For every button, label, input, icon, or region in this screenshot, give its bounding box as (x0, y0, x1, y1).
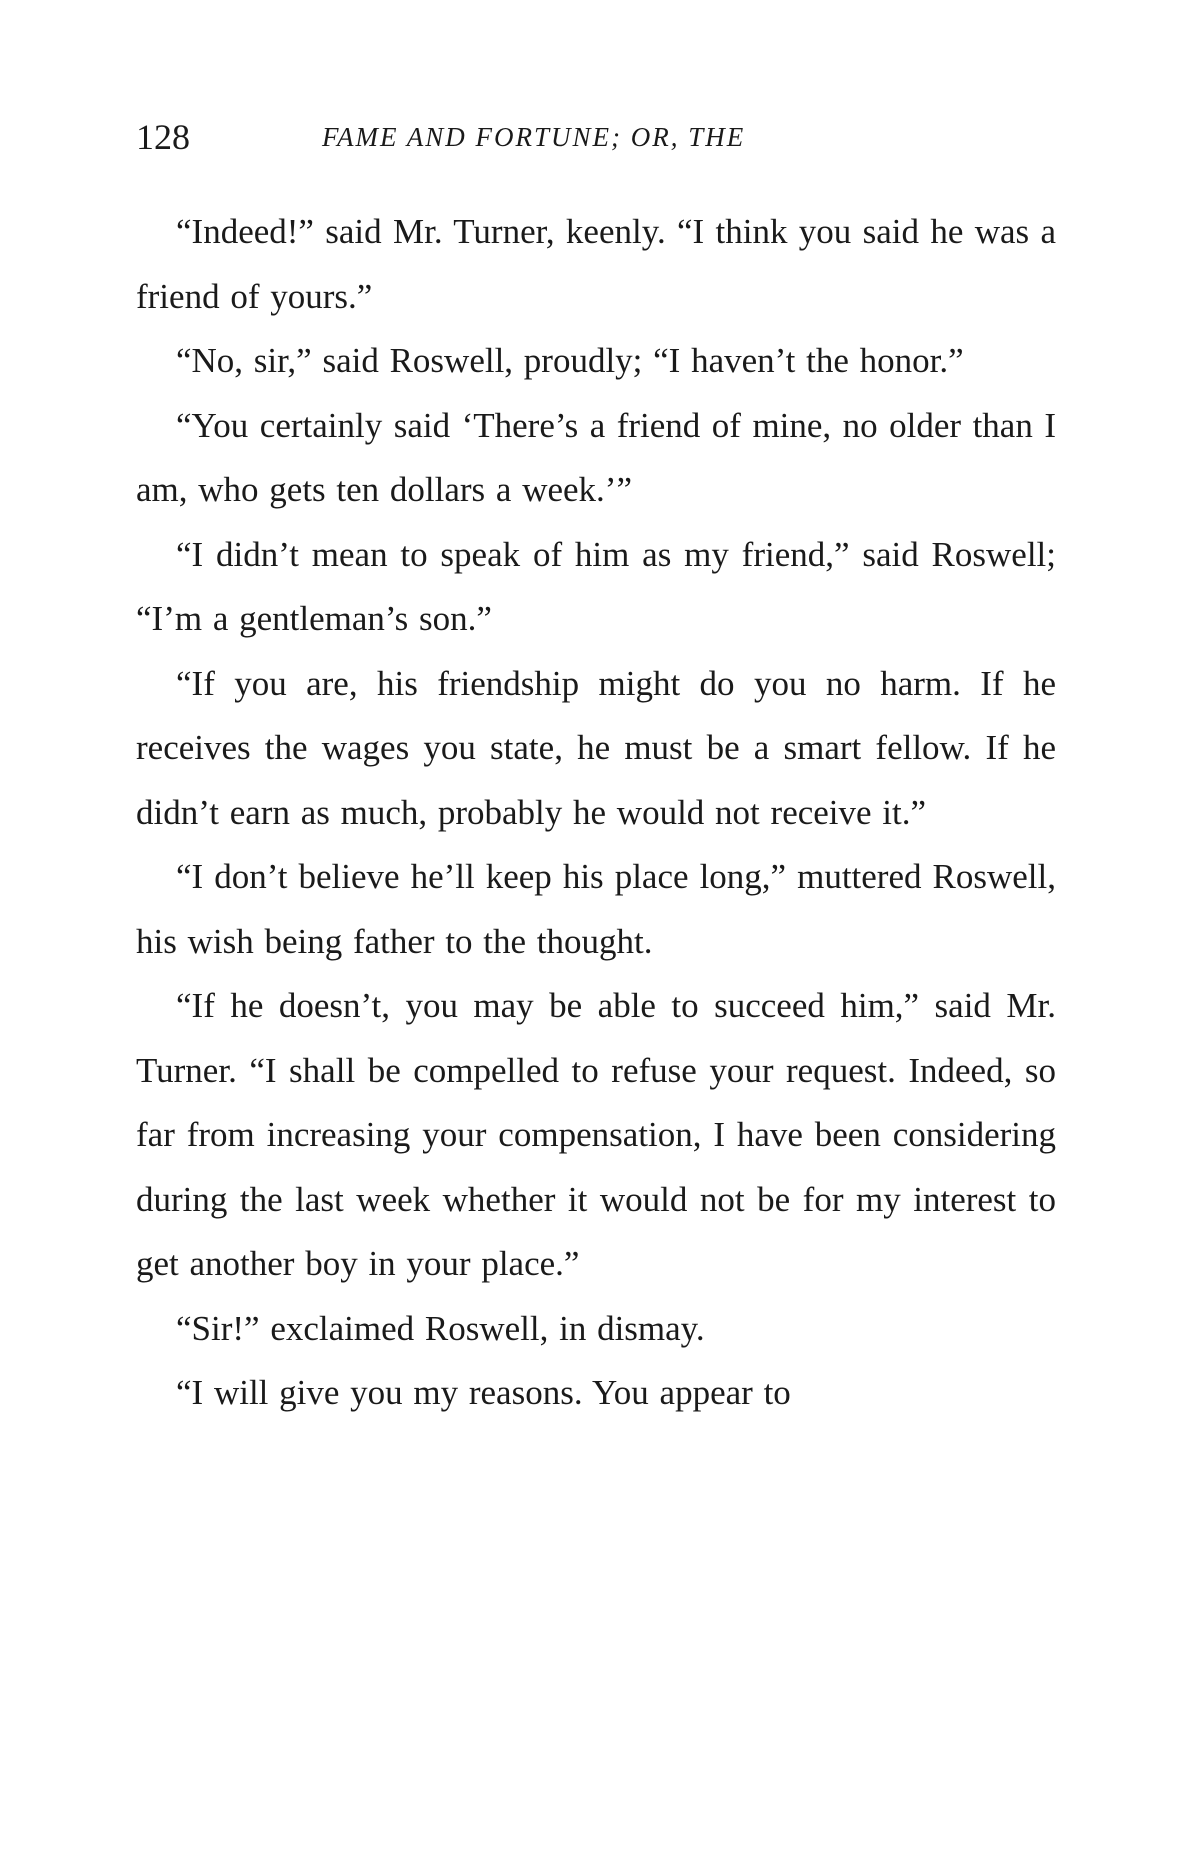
paragraph: “You certainly said ‘There’s a friend of mine, no older than I am, who gets ten dollars a week.’” (136, 405, 1056, 509)
paragraph: “If he doesn’t, you may be able to succeed him,” said Mr. Turner. “I shall be compelled to refuse your request. Indeed, so far from increasing your compensation, I have been considering during the last week whether it would not be for my interest to get another boy in your place.” (136, 986, 1056, 1283)
page-number: 128 (136, 117, 190, 157)
running-title: FAME AND FORTUNE; OR, THE (322, 122, 746, 152)
paragraph: “I don’t believe he’ll keep his place long,” muttered Roswell, his wish being father to the thought. (136, 857, 1056, 961)
paragraph: “If you are, his friendship might do you no harm. If he receives the wages you state, he must be a smart fellow. If he didn’t earn as much, probably he would not receive it.” (136, 663, 1056, 832)
paragraph: “Sir!” exclaimed Roswell, in dismay. (176, 1308, 705, 1348)
paragraph: “No, sir,” said Roswell, proudly; “I haven’t the honor.” (176, 341, 964, 380)
body-text (136, 200, 1056, 1426)
running-head (136, 112, 1056, 162)
paragraph: “Indeed!” said Mr. Turner, keenly. “I think you said he was a friend of yours.” (136, 212, 1056, 316)
paragraph: “I didn’t mean to speak of him as my friend,” said Roswell; “I’m a gentleman’s son.” (136, 534, 1056, 638)
paragraph: “I will give you my reasons. You appear to (176, 1373, 791, 1412)
